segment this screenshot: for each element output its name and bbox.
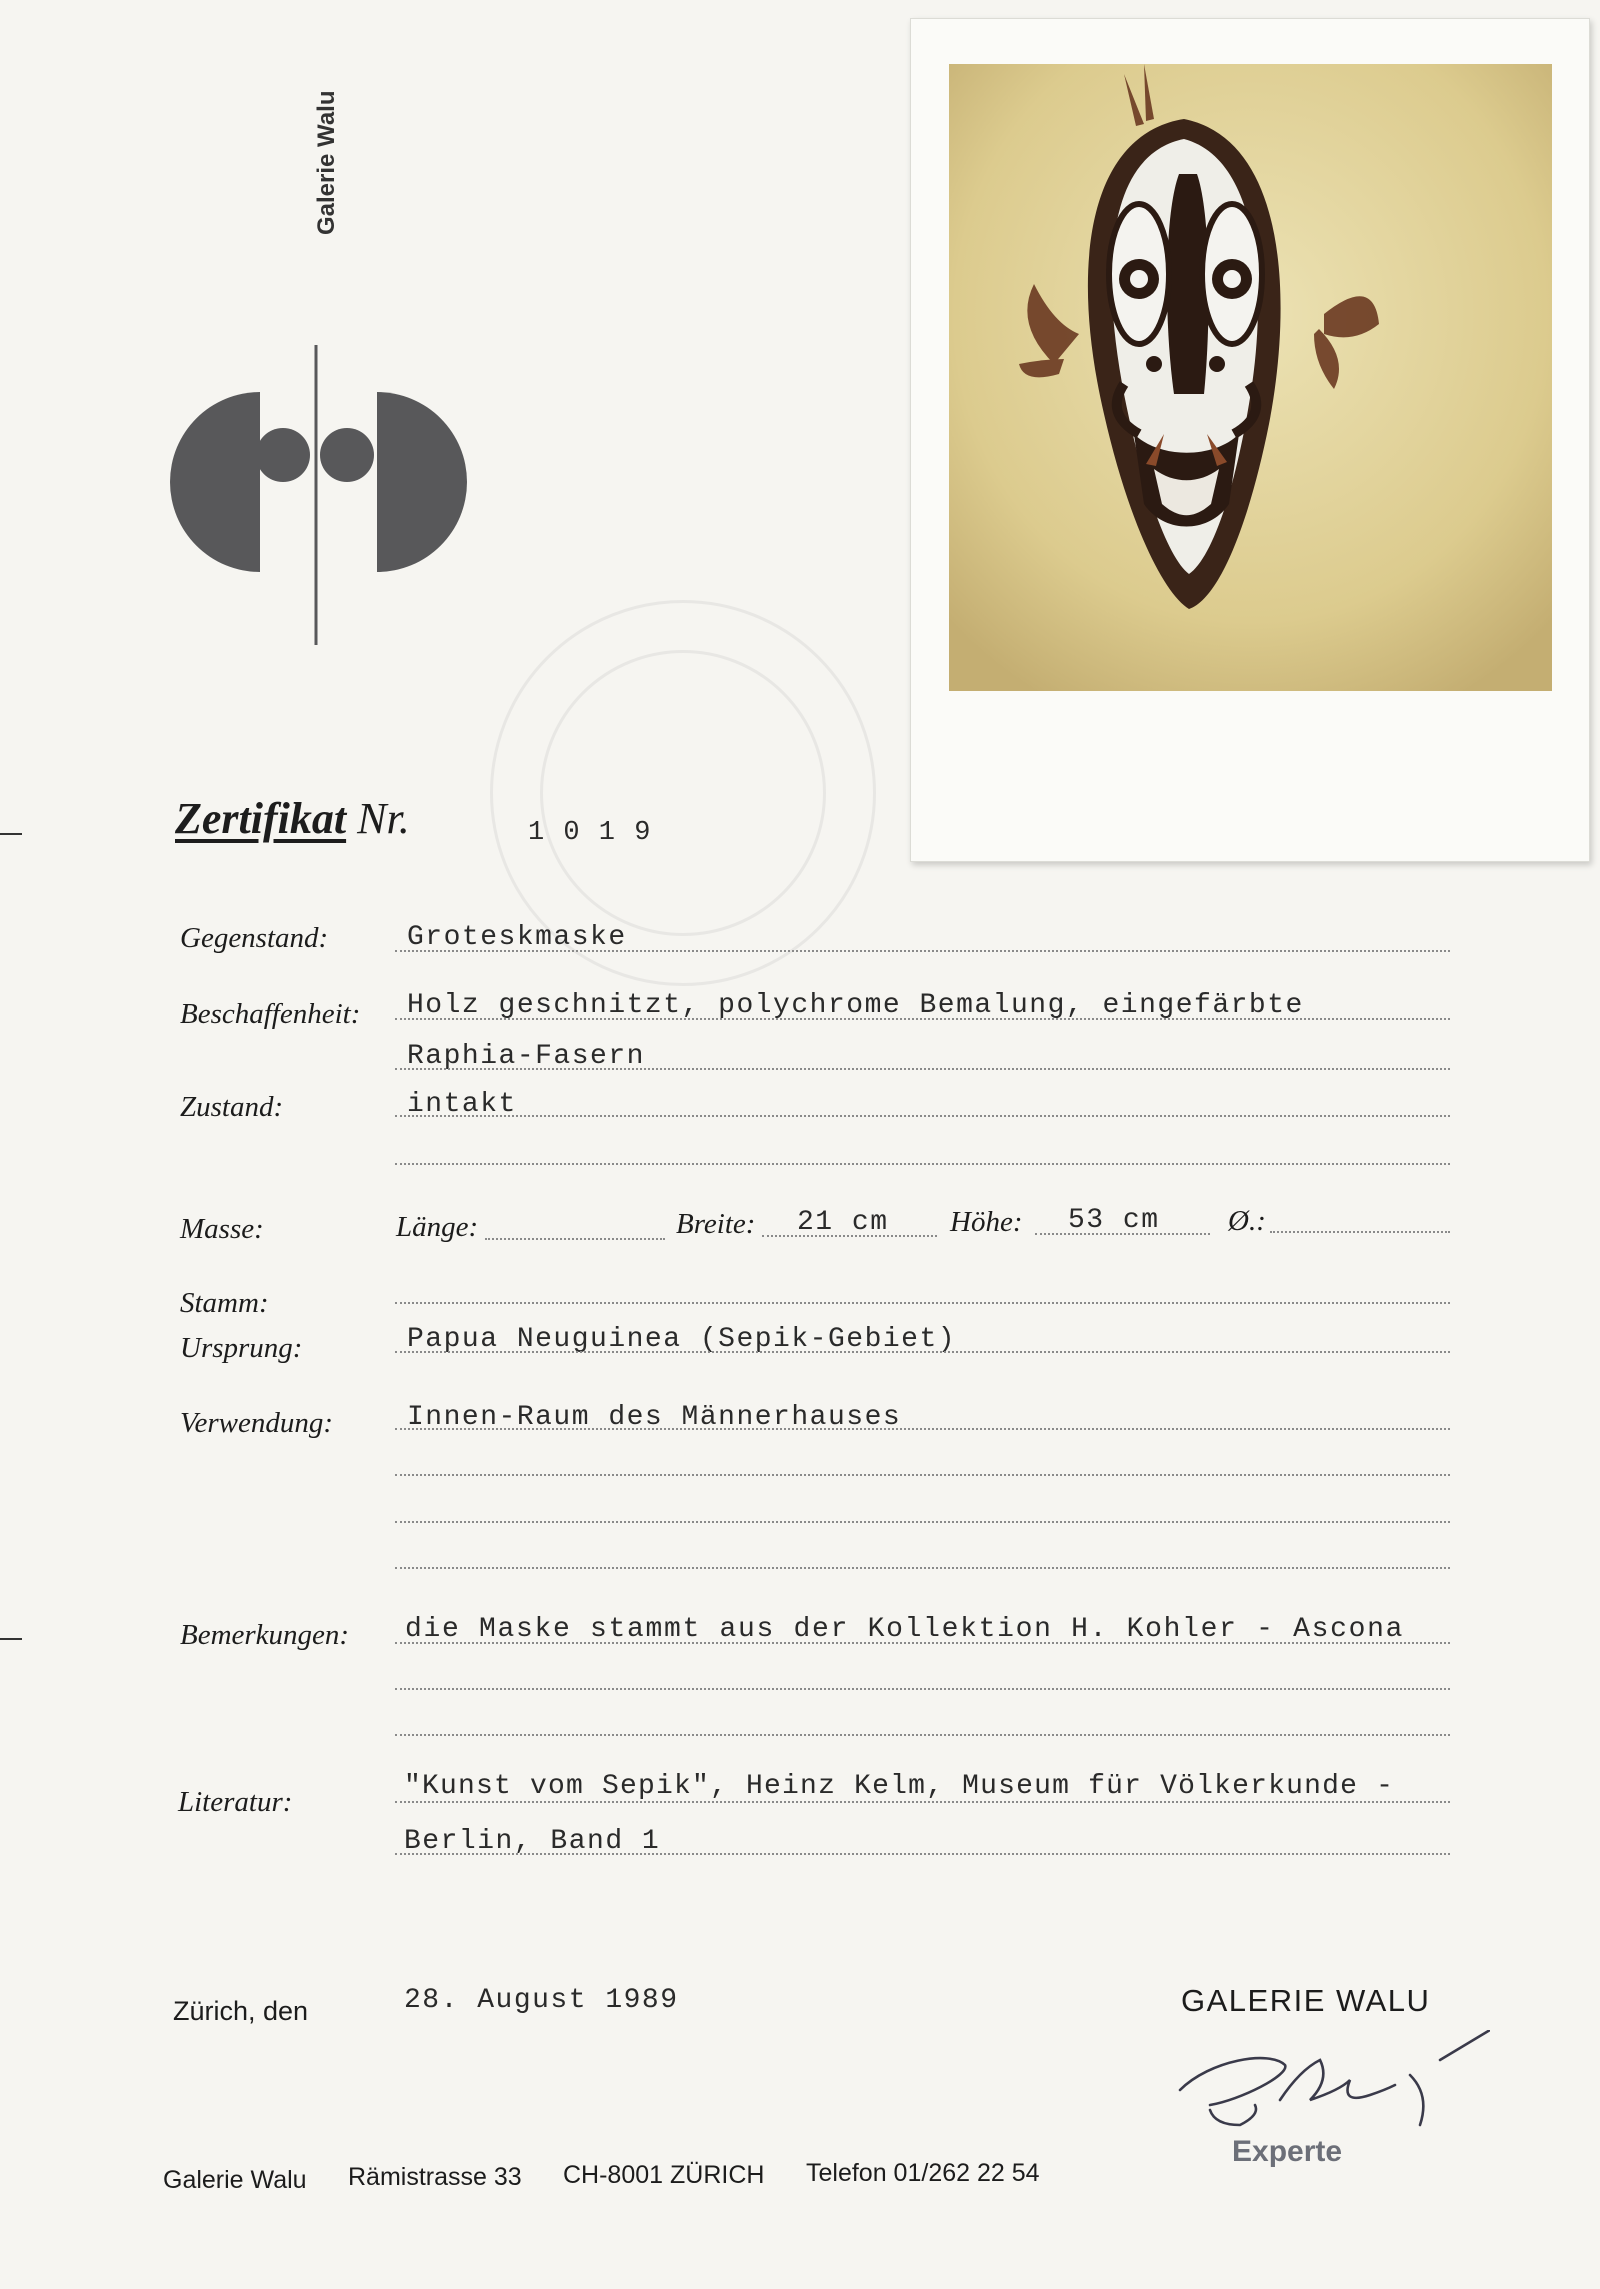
address-city: CH-8001 ZÜRICH: [563, 2161, 765, 2189]
certificate-title-suffix: Nr.: [357, 794, 410, 843]
breite-line: [762, 1235, 937, 1237]
address-street: Rämistrasse 33: [348, 2163, 522, 2191]
gallery-name-caps: GALERIE WALU: [1181, 1983, 1431, 2018]
verwendung-line1: [395, 1428, 1450, 1430]
margin-mark-top: [0, 833, 22, 835]
beschaffenheit-value-line2: Raphia-Fasern: [407, 1041, 645, 1072]
object-photo: [910, 18, 1590, 862]
verwendung-value: Innen-Raum des Männerhauses: [407, 1402, 902, 1433]
brand-vertical-name: Galerie Walu: [313, 90, 340, 235]
issue-date: 28. August 1989: [404, 1985, 679, 2016]
gegenstand-line: [395, 950, 1450, 952]
hoehe-label: Höhe:: [950, 1206, 1023, 1238]
expert-signature: [1170, 2030, 1490, 2140]
address-phone: Telefon 01/262 22 54: [806, 2159, 1040, 2187]
verwendung-line4: [395, 1567, 1450, 1569]
zustand-value: intakt: [407, 1089, 517, 1120]
literatur-label: Literatur:: [178, 1786, 293, 1818]
hoehe-value: 53 cm: [1068, 1205, 1160, 1236]
beschaffenheit-line1: [395, 1018, 1450, 1020]
ursprung-label: Ursprung:: [180, 1332, 303, 1364]
ursprung-value: Papua Neuguinea (Sepik-Gebiet): [407, 1324, 957, 1355]
laenge-label: Länge:: [396, 1211, 479, 1243]
gegenstand-label: Gegenstand:: [180, 922, 329, 954]
literatur-value-line1: "Kunst vom Sepik", Heinz Kelm, Museum für Völkerkunde -: [404, 1771, 1395, 1802]
beschaffenheit-line2: [395, 1068, 1450, 1070]
zustand-line: [395, 1115, 1450, 1117]
embossed-seal-inner: [540, 650, 826, 936]
literatur-line1: [395, 1801, 1450, 1803]
bemerkungen-value: die Maske stammt aus der Kollektion H. Kohler - Ascona: [405, 1614, 1405, 1645]
ursprung-line: [395, 1351, 1450, 1353]
certificate-title-word: Zertifikat: [175, 794, 347, 843]
hoehe-line: [1035, 1233, 1210, 1235]
breite-label: Breite:: [676, 1208, 756, 1240]
literatur-value-line2: Berlin, Band 1: [404, 1826, 661, 1857]
mask-photograph: [949, 64, 1552, 691]
beschaffenheit-value-line1: Holz geschnitzt, polychrome Bemalung, eingefärbte: [407, 990, 1304, 1021]
expert-label: Experte: [1232, 2135, 1343, 2168]
margin-mark-bottom: [0, 1638, 22, 1640]
breite-value: 21 cm: [797, 1207, 889, 1238]
certificate-number: 1 0 1 9: [528, 818, 652, 848]
zustand-label: Zustand:: [180, 1091, 284, 1123]
beschaffenheit-label: Beschaffenheit:: [180, 998, 361, 1030]
certificate-title: [175, 793, 410, 844]
stamm-label: Stamm:: [180, 1287, 269, 1319]
verwendung-line3: [395, 1521, 1450, 1523]
masse-label: Masse:: [180, 1213, 264, 1245]
literatur-line2: [395, 1853, 1450, 1855]
laenge-line: [485, 1238, 665, 1240]
gegenstand-value: Groteskmaske: [407, 922, 627, 953]
mask-image: [949, 64, 1552, 691]
verwendung-label: Verwendung:: [180, 1407, 334, 1439]
verwendung-line2: [395, 1474, 1450, 1476]
diameter-line: [1270, 1231, 1450, 1233]
place-label: Zürich, den: [173, 1996, 309, 2026]
bemerkungen-line3: [395, 1734, 1450, 1736]
zustand-line-extra: [395, 1163, 1450, 1165]
bemerkungen-label: Bemerkungen:: [180, 1619, 350, 1651]
address-name: Galerie Walu: [163, 2166, 307, 2194]
stamm-line: [395, 1302, 1450, 1304]
gallery-logo: [170, 340, 470, 650]
bemerkungen-line2: [395, 1688, 1450, 1690]
diameter-label: Ø.:: [1228, 1205, 1266, 1237]
bemerkungen-line1: [395, 1642, 1450, 1644]
